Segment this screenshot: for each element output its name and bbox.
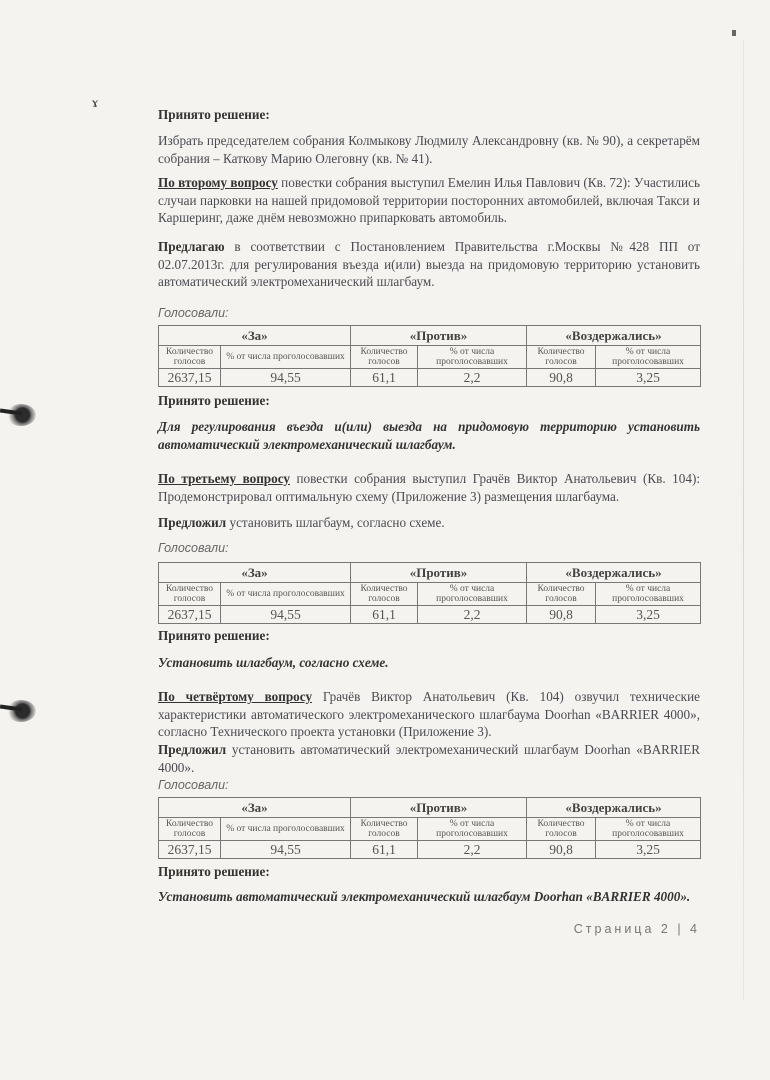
q2-decision-text: Для регулирования въезда и(или) выезда на придомовую территорию установить автоматический электромеханический шлагбаум. <box>158 419 700 452</box>
q2-intro-text: повестки собрания выступил Емелин Илья Павлович (Кв. 72): Участились случаи парковки на нашей придомовой территории посторонних автомобилей, включая Такси и Каршеринг, даже днём невозможно припарковать автомобиль. <box>158 175 700 225</box>
vote-table-q2 <box>158 325 701 387</box>
for-percent: 94,55 <box>221 606 351 624</box>
q2-proposal <box>158 238 700 291</box>
for-percent: 94,55 <box>221 841 351 859</box>
decision-label: Принято решение: <box>158 864 270 879</box>
col-percent: % от числа проголосовавших <box>596 346 701 369</box>
col-count: Количество голосов <box>527 818 596 841</box>
group-against: «Против» <box>351 563 527 583</box>
q4-intro-text: Грачёв Виктор Анатольевич (Кв. 104) озвучил технические характеристики автоматического электромеханического шлагбаума Doorhan «BARRIER 4000», согласно Технического проекта установки (Приложение 3). <box>158 689 700 739</box>
col-percent: % от числа проголосовавших <box>596 818 701 841</box>
q2-intro <box>158 174 700 227</box>
against-count: 61,1 <box>351 369 418 387</box>
group-against: «Против» <box>351 798 527 818</box>
group-abstained: «Воздержались» <box>527 563 701 583</box>
abstained-percent: 3,25 <box>596 606 701 624</box>
vote-table-q4 <box>158 797 701 859</box>
voted-label: Голосовали: <box>158 541 229 555</box>
q4-proposal <box>158 741 700 776</box>
q3-intro <box>158 470 700 505</box>
q3-proposal-lead: Предложил <box>158 515 227 530</box>
group-for: «За» <box>159 326 351 346</box>
against-percent: 2,2 <box>418 841 527 859</box>
for-count: 2637,15 <box>159 369 221 387</box>
for-count: 2637,15 <box>159 841 221 859</box>
decision-label: Принято решение: <box>158 628 270 643</box>
q3-heading: По третьему вопросу <box>158 471 290 486</box>
voted-label: Голосовали: <box>158 778 229 792</box>
group-for: «За» <box>159 563 351 583</box>
page-edge-shadow <box>743 40 744 1000</box>
voted-label: Голосовали: <box>158 306 229 320</box>
col-count: Количество голосов <box>159 818 221 841</box>
group-abstained: «Воздержались» <box>527 326 701 346</box>
q4-intro <box>158 688 700 741</box>
q3-intro-text: повестки собрания выступил Грачёв Виктор Анатольевич (Кв. 104): Продемонстрировал оптимальную схему (Приложение 3) размещения шлагбаума. <box>158 471 701 504</box>
abstained-percent: 3,25 <box>596 369 701 387</box>
for-percent: 94,55 <box>221 369 351 387</box>
q3-proposal <box>158 514 700 532</box>
group-for: «За» <box>159 798 351 818</box>
abstained-count: 90,8 <box>527 606 596 624</box>
against-count: 61,1 <box>351 841 418 859</box>
group-abstained: «Воздержались» <box>527 798 701 818</box>
against-percent: 2,2 <box>418 369 527 387</box>
q3-proposal-text: установить шлагбаум, согласно схеме. <box>226 515 445 530</box>
q3-decision-text: Установить шлагбаум, согласно схеме. <box>158 655 389 670</box>
against-percent: 2,2 <box>418 606 527 624</box>
vote-table-q3 <box>158 562 701 624</box>
abstained-percent: 3,25 <box>596 841 701 859</box>
page-number: Страница 2 | 4 <box>573 922 700 936</box>
group-against: «Против» <box>351 326 527 346</box>
abstained-count: 90,8 <box>527 841 596 859</box>
col-count: Количество голосов <box>159 346 221 369</box>
q1-decision-text: Избрать председателем собрания Колмыкову Людмилу Александровну (кв. № 90), а секретарём собрания – Каткову Марию Олеговну (кв. № 41). <box>158 133 700 166</box>
q2-proposal-text: в соответствии с Постановлением Правительства г.Москвы №428 ПП от 02.07.2013г. для регулирования въезда и(или) выезда на придомовую территорию установить автоматический электромеханический шлагбаум. <box>158 239 700 289</box>
q4-decision-text: Установить автоматический электромеханический шлагбаум Doorhan «BARRIER 4000». <box>158 889 691 904</box>
col-percent: % от числа проголосовавших <box>221 583 351 606</box>
q2-proposal-lead: Предлагаю <box>158 239 225 254</box>
scan-speck <box>732 30 736 36</box>
q2-heading: По второму вопросу <box>158 175 278 190</box>
q4-proposal-text: установить автоматический электромеханический шлагбаум Doorhan «BARRIER 4000». <box>158 742 700 775</box>
decision-label: Принято решение: <box>158 393 270 408</box>
col-count: Количество голосов <box>351 346 418 369</box>
col-percent: % от числа проголосовавших <box>596 583 701 606</box>
col-count: Количество голосов <box>351 583 418 606</box>
col-count: Количество голосов <box>351 818 418 841</box>
col-percent: % от числа проголосовавших <box>418 583 527 606</box>
q4-heading: По четвёртому вопросу <box>158 689 313 704</box>
q4-proposal-lead: Предложил <box>158 742 227 757</box>
col-count: Количество голосов <box>527 346 596 369</box>
col-percent: % от числа проголосовавших <box>221 818 351 841</box>
col-count: Количество голосов <box>527 583 596 606</box>
abstained-count: 90,8 <box>527 369 596 387</box>
col-percent: % от числа проголосовавших <box>418 346 527 369</box>
decision-label: Принято решение: <box>158 107 270 122</box>
col-count: Количество голосов <box>159 583 221 606</box>
for-count: 2637,15 <box>159 606 221 624</box>
against-count: 61,1 <box>351 606 418 624</box>
col-percent: % от числа проголосовавших <box>221 346 351 369</box>
margin-mark: ɤ <box>92 96 99 111</box>
col-percent: % от числа проголосовавших <box>418 818 527 841</box>
